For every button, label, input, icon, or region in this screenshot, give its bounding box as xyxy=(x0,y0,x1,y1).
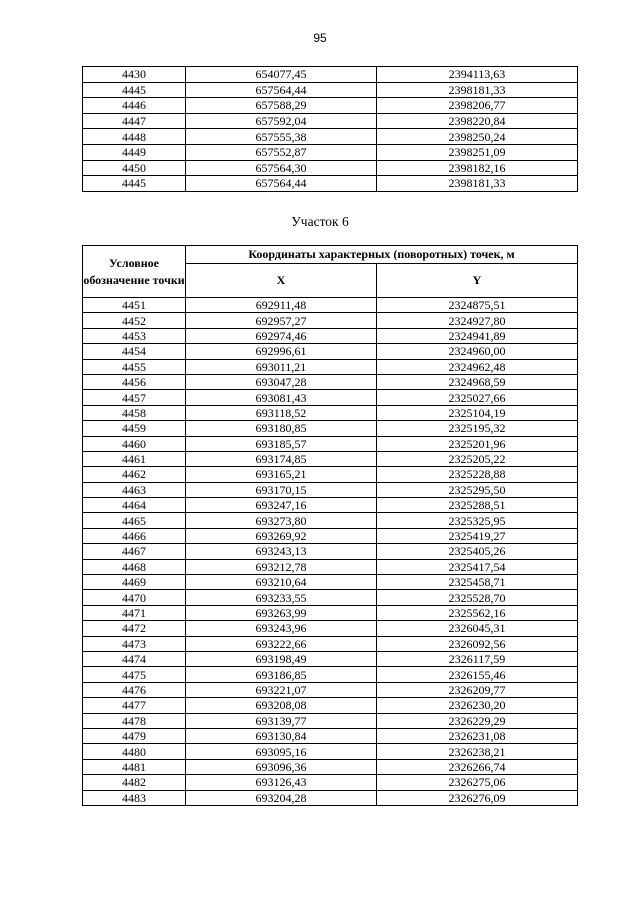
y-coordinate-cell: 2324960,00 xyxy=(377,344,578,359)
x-coordinate-cell: 654077,45 xyxy=(186,67,377,83)
x-coordinate-cell: 693130,84 xyxy=(186,728,377,743)
point-number-cell: 4457 xyxy=(83,390,186,405)
x-coordinate-cell: 657564,30 xyxy=(186,160,377,176)
point-number-cell: 4480 xyxy=(83,744,186,759)
page-number: 95 xyxy=(313,31,327,45)
point-number-cell: 4458 xyxy=(83,405,186,420)
point-number-cell: 4460 xyxy=(83,436,186,451)
point-number-cell: 4446 xyxy=(83,98,186,114)
table-row xyxy=(83,559,578,574)
y-coordinate-cell: 2326230,20 xyxy=(377,698,578,713)
x-coordinate-cell: 693126,43 xyxy=(186,775,377,790)
y-coordinate-cell: 2325458,71 xyxy=(377,575,578,590)
point-number-cell: 4447 xyxy=(83,113,186,129)
table-row xyxy=(83,528,578,543)
header-y: Y xyxy=(377,264,578,298)
table-row xyxy=(83,98,578,114)
table-row xyxy=(83,328,578,343)
x-coordinate-cell: 657552,87 xyxy=(186,144,377,160)
y-coordinate-cell: 2398250,24 xyxy=(377,129,578,145)
point-number-cell: 4478 xyxy=(83,713,186,728)
x-coordinate-cell: 692996,61 xyxy=(186,344,377,359)
coordinates-table-body xyxy=(83,298,578,806)
table-row xyxy=(83,636,578,651)
table-row xyxy=(83,698,578,713)
table-row xyxy=(83,621,578,636)
x-coordinate-cell: 693210,64 xyxy=(186,575,377,590)
x-coordinate-cell: 693243,96 xyxy=(186,621,377,636)
y-coordinate-cell: 2325195,32 xyxy=(377,421,578,436)
point-number-cell: 4450 xyxy=(83,160,186,176)
table-row xyxy=(83,467,578,482)
table-row xyxy=(83,67,578,83)
x-coordinate-cell: 693180,85 xyxy=(186,421,377,436)
table-row xyxy=(83,513,578,528)
x-coordinate-cell: 693011,21 xyxy=(186,359,377,374)
y-coordinate-cell: 2325295,50 xyxy=(377,482,578,497)
x-coordinate-cell: 693118,52 xyxy=(186,405,377,420)
point-number-cell: 4472 xyxy=(83,621,186,636)
y-coordinate-cell: 2324941,89 xyxy=(377,328,578,343)
y-coordinate-cell: 2394113,63 xyxy=(377,67,578,83)
table-row xyxy=(83,759,578,774)
table-row xyxy=(83,176,578,192)
table-row xyxy=(83,436,578,451)
header-row xyxy=(83,246,578,264)
point-number-cell: 4456 xyxy=(83,374,186,389)
x-coordinate-cell: 693047,28 xyxy=(186,374,377,389)
point-number-cell: 4464 xyxy=(83,498,186,513)
point-number-cell: 4469 xyxy=(83,575,186,590)
y-coordinate-cell: 2325419,27 xyxy=(377,528,578,543)
point-number-cell: 4476 xyxy=(83,682,186,697)
x-coordinate-cell: 657564,44 xyxy=(186,82,377,98)
x-coordinate-cell: 657564,44 xyxy=(186,176,377,192)
table-row xyxy=(83,713,578,728)
x-coordinate-cell: 693247,16 xyxy=(186,498,377,513)
point-number-cell: 4479 xyxy=(83,728,186,743)
y-coordinate-cell: 2326276,09 xyxy=(377,790,578,805)
point-number-cell: 4454 xyxy=(83,344,186,359)
table-row xyxy=(83,298,578,313)
coordinates-table xyxy=(82,245,578,806)
y-coordinate-cell: 2326092,56 xyxy=(377,636,578,651)
table-row xyxy=(83,651,578,666)
x-coordinate-cell: 693212,78 xyxy=(186,559,377,574)
x-coordinate-cell: 693208,08 xyxy=(186,698,377,713)
y-coordinate-cell: 2326266,74 xyxy=(377,759,578,774)
y-coordinate-cell: 2325205,22 xyxy=(377,451,578,466)
point-number-cell: 4459 xyxy=(83,421,186,436)
point-number-cell: 4463 xyxy=(83,482,186,497)
y-coordinate-cell: 2324927,80 xyxy=(377,313,578,328)
table-row xyxy=(83,605,578,620)
x-coordinate-cell: 657555,38 xyxy=(186,129,377,145)
point-number-cell: 4483 xyxy=(83,790,186,805)
y-coordinate-cell: 2398181,33 xyxy=(377,176,578,192)
table-row xyxy=(83,160,578,176)
point-number-cell: 4445 xyxy=(83,82,186,98)
table-row xyxy=(83,728,578,743)
point-number-cell: 4430 xyxy=(83,67,186,83)
x-coordinate-cell: 693095,16 xyxy=(186,744,377,759)
table-row xyxy=(83,575,578,590)
y-coordinate-cell: 2326275,06 xyxy=(377,775,578,790)
header-coordinates: Координаты характерных (поворотных) точек, м xyxy=(186,246,578,264)
y-coordinate-cell: 2325562,16 xyxy=(377,605,578,620)
table-row xyxy=(83,374,578,389)
point-number-cell: 4455 xyxy=(83,359,186,374)
y-coordinate-cell: 2325417,54 xyxy=(377,559,578,574)
x-coordinate-cell: 693186,85 xyxy=(186,667,377,682)
table-row xyxy=(83,482,578,497)
table-row xyxy=(83,405,578,420)
point-number-cell: 4471 xyxy=(83,605,186,620)
x-coordinate-cell: 693233,55 xyxy=(186,590,377,605)
y-coordinate-cell: 2326238,21 xyxy=(377,744,578,759)
x-coordinate-cell: 693263,99 xyxy=(186,605,377,620)
y-coordinate-cell: 2326231,08 xyxy=(377,728,578,743)
header-point-designation: Условное обозначение точки xyxy=(83,246,186,298)
point-number-cell: 4445 xyxy=(83,176,186,192)
point-number-cell: 4473 xyxy=(83,636,186,651)
table-row xyxy=(83,451,578,466)
section-title: Участок 6 xyxy=(291,214,349,229)
x-coordinate-cell: 693198,49 xyxy=(186,651,377,666)
y-coordinate-cell: 2326229,29 xyxy=(377,713,578,728)
table-row xyxy=(83,667,578,682)
x-coordinate-cell: 693170,15 xyxy=(186,482,377,497)
table-row xyxy=(83,144,578,160)
y-coordinate-cell: 2398181,33 xyxy=(377,82,578,98)
x-coordinate-cell: 693243,13 xyxy=(186,544,377,559)
y-coordinate-cell: 2398251,09 xyxy=(377,144,578,160)
table-row xyxy=(83,775,578,790)
table-row xyxy=(83,359,578,374)
point-number-cell: 4452 xyxy=(83,313,186,328)
y-coordinate-cell: 2398220,84 xyxy=(377,113,578,129)
coordinates-table-header xyxy=(83,246,578,298)
y-coordinate-cell: 2326155,46 xyxy=(377,667,578,682)
table-row xyxy=(83,344,578,359)
table-row xyxy=(83,82,578,98)
point-number-cell: 4475 xyxy=(83,667,186,682)
point-number-cell: 4481 xyxy=(83,759,186,774)
point-number-cell: 4467 xyxy=(83,544,186,559)
table-row xyxy=(83,590,578,605)
y-coordinate-cell: 2325288,51 xyxy=(377,498,578,513)
table-row xyxy=(83,129,578,145)
y-coordinate-cell: 2326117,59 xyxy=(377,651,578,666)
y-coordinate-cell: 2325104,19 xyxy=(377,405,578,420)
point-number-cell: 4453 xyxy=(83,328,186,343)
table-row xyxy=(83,421,578,436)
y-coordinate-cell: 2326045,31 xyxy=(377,621,578,636)
y-coordinate-cell: 2325027,66 xyxy=(377,390,578,405)
y-coordinate-cell: 2325325,95 xyxy=(377,513,578,528)
x-coordinate-cell: 693165,21 xyxy=(186,467,377,482)
x-coordinate-cell: 693221,07 xyxy=(186,682,377,697)
x-coordinate-cell: 693174,85 xyxy=(186,451,377,466)
y-coordinate-cell: 2398182,16 xyxy=(377,160,578,176)
table-row xyxy=(83,313,578,328)
x-coordinate-cell: 693273,80 xyxy=(186,513,377,528)
coordinates-table-continued xyxy=(82,66,578,192)
coordinates-table-continued-body xyxy=(83,67,578,192)
y-coordinate-cell: 2325228,88 xyxy=(377,467,578,482)
x-coordinate-cell: 692911,48 xyxy=(186,298,377,313)
y-coordinate-cell: 2324875,51 xyxy=(377,298,578,313)
x-coordinate-cell: 693204,28 xyxy=(186,790,377,805)
x-coordinate-cell: 693222,66 xyxy=(186,636,377,651)
x-coordinate-cell: 693139,77 xyxy=(186,713,377,728)
x-coordinate-cell: 692957,27 xyxy=(186,313,377,328)
x-coordinate-cell: 693096,36 xyxy=(186,759,377,774)
table-row xyxy=(83,498,578,513)
y-coordinate-cell: 2324968,59 xyxy=(377,374,578,389)
x-coordinate-cell: 693185,57 xyxy=(186,436,377,451)
point-number-cell: 4474 xyxy=(83,651,186,666)
table-row xyxy=(83,744,578,759)
point-number-cell: 4449 xyxy=(83,144,186,160)
header-x: X xyxy=(186,264,377,298)
point-number-cell: 4468 xyxy=(83,559,186,574)
table-row xyxy=(83,113,578,129)
x-coordinate-cell: 692974,46 xyxy=(186,328,377,343)
point-number-cell: 4461 xyxy=(83,451,186,466)
x-coordinate-cell: 693081,43 xyxy=(186,390,377,405)
y-coordinate-cell: 2326209,77 xyxy=(377,682,578,697)
y-coordinate-cell: 2325528,70 xyxy=(377,590,578,605)
table-row xyxy=(83,390,578,405)
x-coordinate-cell: 657588,29 xyxy=(186,98,377,114)
table-row xyxy=(83,790,578,805)
x-coordinate-cell: 693269,92 xyxy=(186,528,377,543)
point-number-cell: 4465 xyxy=(83,513,186,528)
point-number-cell: 4462 xyxy=(83,467,186,482)
y-coordinate-cell: 2325201,96 xyxy=(377,436,578,451)
table-row xyxy=(83,544,578,559)
y-coordinate-cell: 2398206,77 xyxy=(377,98,578,114)
point-number-cell: 4482 xyxy=(83,775,186,790)
point-number-cell: 4466 xyxy=(83,528,186,543)
y-coordinate-cell: 2325405,26 xyxy=(377,544,578,559)
point-number-cell: 4477 xyxy=(83,698,186,713)
point-number-cell: 4448 xyxy=(83,129,186,145)
table-row xyxy=(83,682,578,697)
point-number-cell: 4451 xyxy=(83,298,186,313)
point-number-cell: 4470 xyxy=(83,590,186,605)
x-coordinate-cell: 657592,04 xyxy=(186,113,377,129)
y-coordinate-cell: 2324962,48 xyxy=(377,359,578,374)
